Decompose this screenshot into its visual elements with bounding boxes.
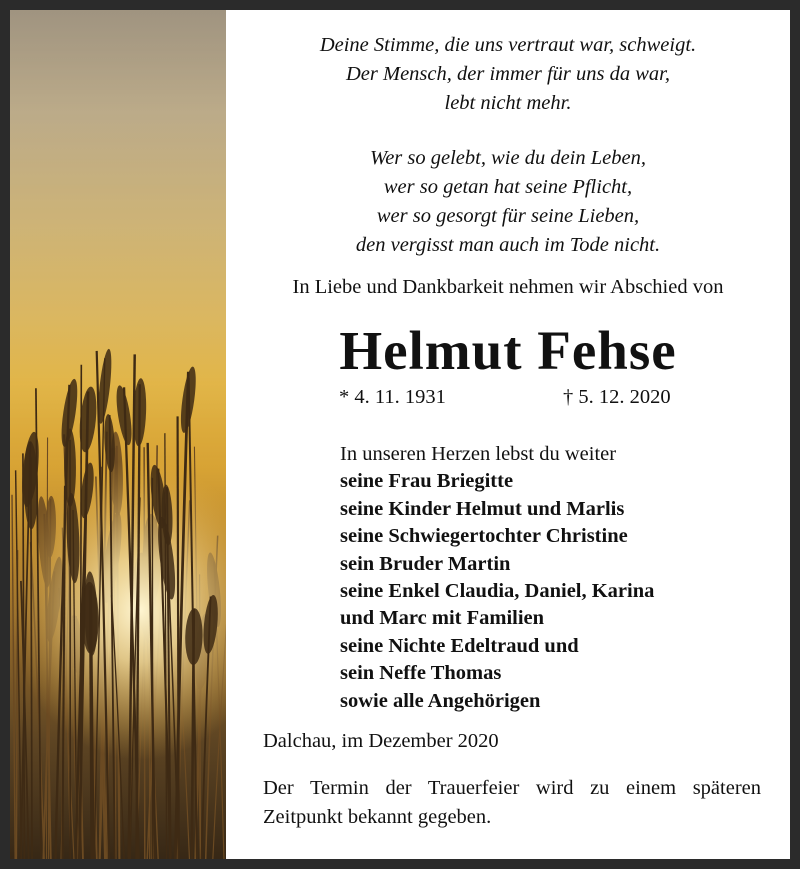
notice-line: Zeitpunkt bekannt gegeben. (263, 806, 492, 828)
farewell-intro: In Liebe und Dankbarkeit nehmen wir Abschied von (292, 276, 724, 298)
poem-line: Deine Stimme, die uns vertraut war, schweigt. (319, 34, 697, 56)
poem-stanza-1 (226, 31, 790, 118)
death-date: † 5. 12. 2020 (563, 386, 671, 408)
reeds-sunset-image (10, 10, 226, 859)
survivor-line: seine Nichte Edeltraud und (340, 634, 579, 657)
poem-line: den vergisst man auch im Tode nicht. (355, 234, 661, 256)
survivor-line: sowie alle Angehörigen (340, 689, 541, 712)
poem-line: Der Mensch, der immer für uns da war, (346, 63, 670, 85)
survivors-list (340, 441, 654, 715)
poem-line: wer so gesorgt für seine Lieben, (376, 205, 640, 227)
poem-line: Wer so gelebt, wie du dein Leben, (370, 147, 646, 169)
survivor-line: seine Kinder Helmut und Marlis (340, 497, 625, 520)
survivors-heading: In unseren Herzen lebst du weiter (340, 443, 617, 465)
place-and-date: Dalchau, im Dezember 2020 (263, 730, 499, 752)
poem-stanza-2 (226, 144, 790, 260)
birth-date: * 4. 11. 1931 (339, 386, 446, 408)
obituary-card (10, 10, 790, 859)
survivor-line: sein Bruder Martin (340, 552, 511, 575)
notice-line: Der Termin der Trauerfeier wird zu einem späteren (263, 777, 761, 799)
text-column (226, 10, 790, 859)
survivor-line: seine Schwiegertochter Christine (340, 525, 628, 548)
survivor-line: seine Enkel Claudia, Daniel, Karina (340, 580, 655, 603)
funeral-notice (263, 774, 761, 832)
deceased-name: Helmut Fehse (339, 320, 677, 381)
poem-line: lebt nicht mehr. (444, 92, 572, 114)
reed-stalk (80, 365, 81, 859)
poem-line: wer so getan hat seine Pflicht, (383, 176, 633, 198)
survivor-line: sein Neffe Thomas (340, 662, 502, 685)
survivor-line: und Marc mit Familien (340, 607, 545, 630)
survivor-line: seine Frau Briegitte (340, 470, 514, 493)
reeds-illustration (10, 10, 226, 859)
